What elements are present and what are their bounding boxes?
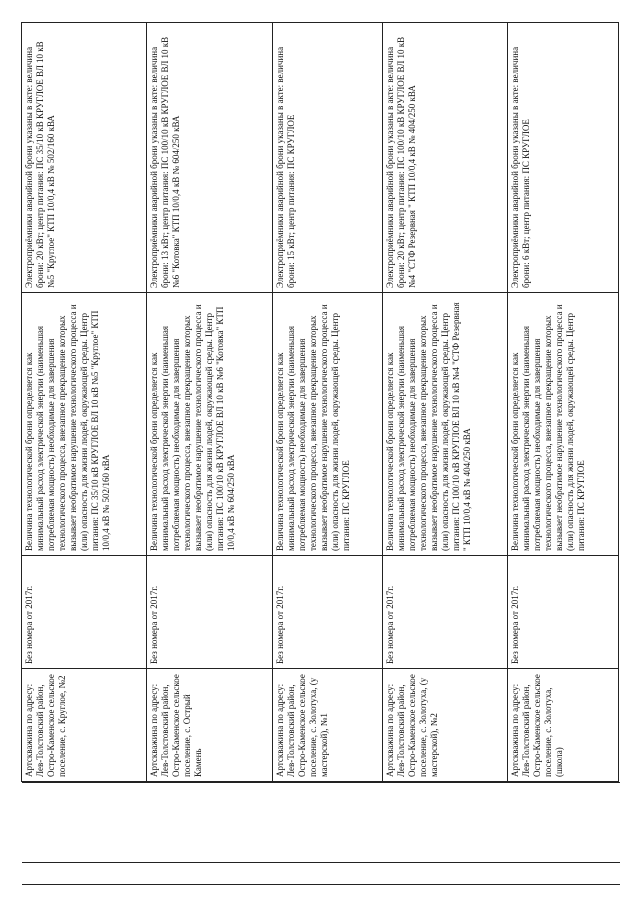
address-cell: Артскважина по адресу: Лев-Толстовский район, Остро-Каменское сельское поселение, с. Золотуха, (у мастерской), №1 [272,669,383,782]
table-row [22,23,147,782]
reserve-cell: Электроприёмники аварийной брони указаны в акте: величина брони: 20 кВт; центр питания: ПС 100/10 кВ КРУГЛОЕ ВЛ 10 кВ №4 "СТФ Резервная " КТП 10/0,4 кВ № 404/250 кВА [383,23,508,293]
description-cell: Величина технологической брони определяется как минимальный расход электрической энергии (наименьшая потребляемая мощность) необходимые для завершения технологического процесса, внезапное прекращение которых вызывает необратимое нарушение технологического процесса и (или) опасность для жизни людей, окружающей среды. Центр питания: ПС КРУГЛОЕ [272,293,383,556]
rotated-page [21,23,639,777]
act-cell: Без номера от 2017г. [383,556,508,669]
description-cell: Величина технологической брони определяется как минимальный расход электрической энергии (наименьшая потребляемая мощность) необходимые для завершения технологического процесса, внезапное прекращение которых вызывает необратимое нарушение технологического процесса и (или) опасность для жизни людей, окружающей среды. Центр питания: ПС 100/10 кВ КРУГЛОЕ ВЛ 10 кВ №6 "Котовка" КТП 10/0,4 кВ № 604/250 кВА [147,293,272,556]
reserve-cell: Электроприёмники аварийной брони указаны в акте: величина брони: 20 кВт; центр питания: ПС 35/10 кВ КРУГЛОЕ ВЛ 10 кВ №5 "Круглое" КТП 10/0,4 кВ № 502/160 кВА [22,23,147,293]
description-cell: Величина технологической брони определяется как минимальный расход электрической энергии (наименьшая потребляемая мощность) необходимые для завершения технологического процесса, внезапное прекращение которых вызывает необратимое нарушение технологического процесса и (или) опасность для жизни людей, окружающей среды. Центр питания: ПС КРУГЛОЕ [508,293,619,556]
act-cell: Без номера от 2017г. [147,556,272,669]
table-row [147,23,272,782]
horizontal-rule-3 [22,884,620,885]
address-cell: Артскважина по адресу: Лев-Толстовский район, Остро-Каменское сельское поселение, с. Острый Камень [147,669,272,782]
table-row [272,23,383,782]
address-cell: Артскважина по адресу: Лев-Толстовский район, Остро-Каменское сельское поселение, с. Круглое, №2 [22,669,147,782]
address-cell: Артскважина по адресу: Лев-Толстовский район, Остро-Каменское сельское поселение, с. Золотуха, (у мастерской), №2 [383,669,508,782]
table-row [383,23,508,782]
reserve-cell: Электроприёмники аварийной брони указаны в акте: величина брони: 6 кВт; центр питания: ПС КРУГЛОЕ [508,23,619,293]
act-cell: Без номера от 2017г. [272,556,383,669]
act-cell: Без номера от 2017г. [22,556,147,669]
reserve-cell: Электроприёмники аварийной брони указаны в акте: величина брони: 15 кВт; центр питания: ПС КРУГЛОЕ [272,23,383,293]
table-row [508,23,619,782]
horizontal-rule-2 [22,862,620,863]
description-cell: Величина технологической брони определяется как минимальный расход электрической энергии (наименьшая потребляемая мощность) необходимые для завершения технологического процесса, внезапное прекращение которых вызывает необратимое нарушение технологического процесса и (или) опасность для жизни людей, окружающей среды. Центр питания: ПС 35/10 кВ КРУГЛОЕ ВЛ 10 кВ №5 "Круглое" КТП 10/0,4 кВ № 502/160 кВА [22,293,147,556]
reserve-table [21,22,619,782]
reserve-cell: Электроприёмники аварийной брони указаны в акте: величина брони: 13 кВт; центр питания: ПС 100/10 кВ КРУГЛОЕ ВЛ 10 кВ №6 "Котовка" КТП 10/0,4 кВ № 604/250 кВА [147,23,272,293]
horizontal-rule-1 [22,782,620,783]
description-cell: Величина технологической брони определяется как минимальный расход электрической энергии (наименьшая потребляемая мощность) необходимые для завершения технологического процесса, внезапное прекращение которых вызывает необратимое нарушение технологического процесса и (или) опасность для жизни людей, окружающей среды. Центр питания: ПС 100/10 кВ КРУГЛОЕ ВЛ 10 кВ №4 "СТФ Резервная " КТП 10/0,4 кВ № 404/250 кВА [383,293,508,556]
address-cell: Артскважина по адресу: Лев-Толстовский район, Остро-Каменское сельское поселение, с. Золотуха, (школа) [508,669,619,782]
act-cell: Без номера от 2017г. [508,556,619,669]
rotated-page-inner [21,23,619,782]
